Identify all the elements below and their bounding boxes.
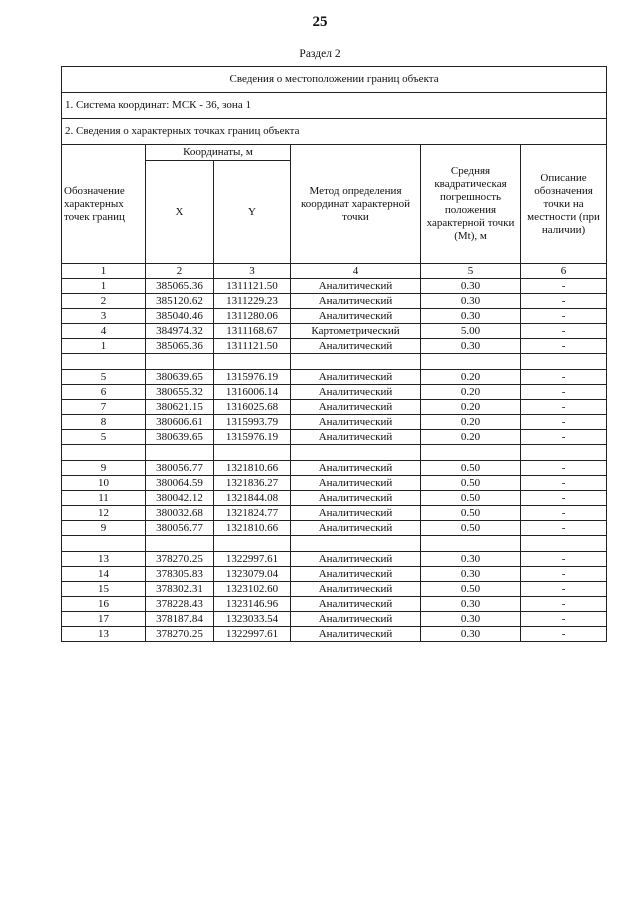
description: -: [521, 370, 607, 385]
description: -: [521, 279, 607, 294]
table-row: [62, 597, 607, 612]
coord-x: 380606.61: [146, 415, 214, 430]
point-number: 7: [62, 400, 146, 415]
coord-x: 385065.36: [146, 339, 214, 354]
table-row: [62, 567, 607, 582]
table-row: [62, 521, 607, 536]
description: -: [521, 521, 607, 536]
description: -: [521, 385, 607, 400]
accuracy: 5.00: [421, 324, 521, 339]
coord-y: 1321824.77: [214, 506, 291, 521]
table-row: [62, 385, 607, 400]
coord-x: 385065.36: [146, 279, 214, 294]
method: Аналитический: [291, 339, 421, 354]
empty-cell: [521, 354, 607, 370]
method: Аналитический: [291, 552, 421, 567]
point-number: 9: [62, 461, 146, 476]
coord-x: 380621.15: [146, 400, 214, 415]
coord-y: 1311168.67: [214, 324, 291, 339]
coord-x: 380655.32: [146, 385, 214, 400]
coord-y: 1322997.61: [214, 552, 291, 567]
group-separator-row: [62, 445, 607, 461]
description: -: [521, 430, 607, 445]
coord-y: 1311229.23: [214, 294, 291, 309]
column-number: 3: [214, 264, 291, 279]
point-number: 3: [62, 309, 146, 324]
point-number: 4: [62, 324, 146, 339]
empty-cell: [62, 445, 146, 461]
description: -: [521, 582, 607, 597]
accuracy: 0.30: [421, 627, 521, 642]
method: Аналитический: [291, 279, 421, 294]
point-number: 1: [62, 279, 146, 294]
header-description: Описание обозначения точки на местности (при наличии): [521, 145, 607, 264]
coord-x: 378270.25: [146, 627, 214, 642]
accuracy: 0.20: [421, 430, 521, 445]
table-row: [62, 415, 607, 430]
point-number: 8: [62, 415, 146, 430]
table-row: [62, 627, 607, 642]
method: Аналитический: [291, 567, 421, 582]
header-method: Метод определения координат характерной точки: [291, 145, 421, 264]
point-number: 13: [62, 552, 146, 567]
description: -: [521, 552, 607, 567]
empty-cell: [521, 445, 607, 461]
table-row: [62, 339, 607, 354]
coord-y: 1311280.06: [214, 309, 291, 324]
column-numbers-row: [62, 264, 607, 279]
header-accuracy: Средняя квадратическая погрешность положения характерной точки (Mt), м: [421, 145, 521, 264]
coord-x: 380064.59: [146, 476, 214, 491]
method: Аналитический: [291, 582, 421, 597]
description: -: [521, 309, 607, 324]
group-separator-row: [62, 354, 607, 370]
accuracy: 0.50: [421, 506, 521, 521]
column-number: 6: [521, 264, 607, 279]
coord-y: 1321810.66: [214, 461, 291, 476]
point-number: 5: [62, 430, 146, 445]
method: Аналитический: [291, 415, 421, 430]
table-row: [62, 430, 607, 445]
empty-cell: [62, 536, 146, 552]
accuracy: 0.20: [421, 385, 521, 400]
empty-cell: [421, 445, 521, 461]
description: -: [521, 324, 607, 339]
description: -: [521, 597, 607, 612]
coord-x: 380056.77: [146, 521, 214, 536]
point-number: 14: [62, 567, 146, 582]
empty-cell: [146, 536, 214, 552]
point-number: 13: [62, 627, 146, 642]
point-number: 16: [62, 597, 146, 612]
column-number: 1: [62, 264, 146, 279]
empty-cell: [214, 354, 291, 370]
table-row: [62, 324, 607, 339]
table-row: [62, 491, 607, 506]
description: -: [521, 461, 607, 476]
coord-y: 1311121.50: [214, 279, 291, 294]
accuracy: 0.30: [421, 567, 521, 582]
section-label: Раздел 2: [299, 48, 341, 60]
point-number: 6: [62, 385, 146, 400]
method: Аналитический: [291, 430, 421, 445]
coord-y: 1322997.61: [214, 627, 291, 642]
method: Аналитический: [291, 370, 421, 385]
coord-y: 1315976.19: [214, 430, 291, 445]
coord-y: 1323146.96: [214, 597, 291, 612]
coord-x: 385040.46: [146, 309, 214, 324]
point-number: 5: [62, 370, 146, 385]
coord-y: 1316025.68: [214, 400, 291, 415]
point-number: 15: [62, 582, 146, 597]
coord-y: 1321810.66: [214, 521, 291, 536]
coord-x: 378302.31: [146, 582, 214, 597]
accuracy: 0.30: [421, 339, 521, 354]
accuracy: 0.30: [421, 309, 521, 324]
description: -: [521, 627, 607, 642]
coord-x: 380032.68: [146, 506, 214, 521]
table-row: [62, 400, 607, 415]
accuracy: 0.20: [421, 400, 521, 415]
coord-y: 1323102.60: [214, 582, 291, 597]
description: -: [521, 567, 607, 582]
coord-x: 378228.43: [146, 597, 214, 612]
coord-x: 384974.32: [146, 324, 214, 339]
column-number: 5: [421, 264, 521, 279]
method: Аналитический: [291, 612, 421, 627]
boundary-points-table: [61, 66, 607, 642]
description: -: [521, 491, 607, 506]
accuracy: 0.20: [421, 415, 521, 430]
accuracy: 0.50: [421, 476, 521, 491]
description: -: [521, 400, 607, 415]
table-row: [62, 309, 607, 324]
accuracy: 0.50: [421, 491, 521, 506]
coord-x: 385120.62: [146, 294, 214, 309]
table-row: [62, 476, 607, 491]
method: Аналитический: [291, 476, 421, 491]
coord-system-row: 1. Система координат: МСК - 36, зона 1: [62, 93, 607, 119]
header-point-designation: Обозначение характерных точек границ: [62, 145, 146, 264]
coord-y: 1315976.19: [214, 370, 291, 385]
point-number: 2: [62, 294, 146, 309]
method: Картометрический: [291, 324, 421, 339]
point-number: 17: [62, 612, 146, 627]
coord-x: 378187.84: [146, 612, 214, 627]
description: -: [521, 506, 607, 521]
header-y: Y: [214, 161, 291, 264]
description: -: [521, 612, 607, 627]
method: Аналитический: [291, 506, 421, 521]
empty-cell: [421, 536, 521, 552]
coord-x: 380639.65: [146, 430, 214, 445]
accuracy: 0.20: [421, 370, 521, 385]
empty-cell: [146, 445, 214, 461]
table-row: [62, 582, 607, 597]
method: Аналитический: [291, 521, 421, 536]
empty-cell: [521, 536, 607, 552]
empty-cell: [146, 354, 214, 370]
coord-y: 1323033.54: [214, 612, 291, 627]
group-separator-row: [62, 536, 607, 552]
table-row: [62, 370, 607, 385]
table-row: [62, 552, 607, 567]
table-row: [62, 279, 607, 294]
column-number: 4: [291, 264, 421, 279]
table-title: Сведения о местоположении границ объекта: [62, 67, 607, 93]
coord-y: 1323079.04: [214, 567, 291, 582]
header-x: X: [146, 161, 214, 264]
coord-y: 1321836.27: [214, 476, 291, 491]
empty-cell: [421, 354, 521, 370]
accuracy: 0.50: [421, 521, 521, 536]
coord-y: 1321844.08: [214, 491, 291, 506]
table-row: [62, 506, 607, 521]
coord-x: 380639.65: [146, 370, 214, 385]
description: -: [521, 294, 607, 309]
accuracy: 0.30: [421, 279, 521, 294]
accuracy: 0.30: [421, 597, 521, 612]
coord-x: 380056.77: [146, 461, 214, 476]
accuracy: 0.50: [421, 582, 521, 597]
page-number: 25: [312, 14, 328, 30]
method: Аналитический: [291, 400, 421, 415]
coord-y: 1311121.50: [214, 339, 291, 354]
empty-cell: [62, 354, 146, 370]
coord-y: 1315993.79: [214, 415, 291, 430]
table-row: [62, 461, 607, 476]
method: Аналитический: [291, 491, 421, 506]
empty-cell: [291, 445, 421, 461]
table-row: [62, 294, 607, 309]
method: Аналитический: [291, 309, 421, 324]
coord-x: 380042.12: [146, 491, 214, 506]
accuracy: 0.30: [421, 612, 521, 627]
point-number: 1: [62, 339, 146, 354]
empty-cell: [291, 354, 421, 370]
empty-cell: [291, 536, 421, 552]
description: -: [521, 476, 607, 491]
coord-y: 1316006.14: [214, 385, 291, 400]
header-coordinates: Координаты, м: [146, 145, 291, 161]
accuracy: 0.50: [421, 461, 521, 476]
coord-x: 378305.83: [146, 567, 214, 582]
point-number: 10: [62, 476, 146, 491]
coord-x: 378270.25: [146, 552, 214, 567]
description: -: [521, 339, 607, 354]
table-row: [62, 612, 607, 627]
method: Аналитический: [291, 294, 421, 309]
accuracy: 0.30: [421, 294, 521, 309]
point-number: 9: [62, 521, 146, 536]
method: Аналитический: [291, 627, 421, 642]
point-number: 11: [62, 491, 146, 506]
method: Аналитический: [291, 461, 421, 476]
points-caption-row: 2. Сведения о характерных точках границ объекта: [62, 119, 607, 145]
method: Аналитический: [291, 597, 421, 612]
description: -: [521, 415, 607, 430]
column-number: 2: [146, 264, 214, 279]
empty-cell: [214, 536, 291, 552]
method: Аналитический: [291, 385, 421, 400]
point-number: 12: [62, 506, 146, 521]
empty-cell: [214, 445, 291, 461]
accuracy: 0.30: [421, 552, 521, 567]
